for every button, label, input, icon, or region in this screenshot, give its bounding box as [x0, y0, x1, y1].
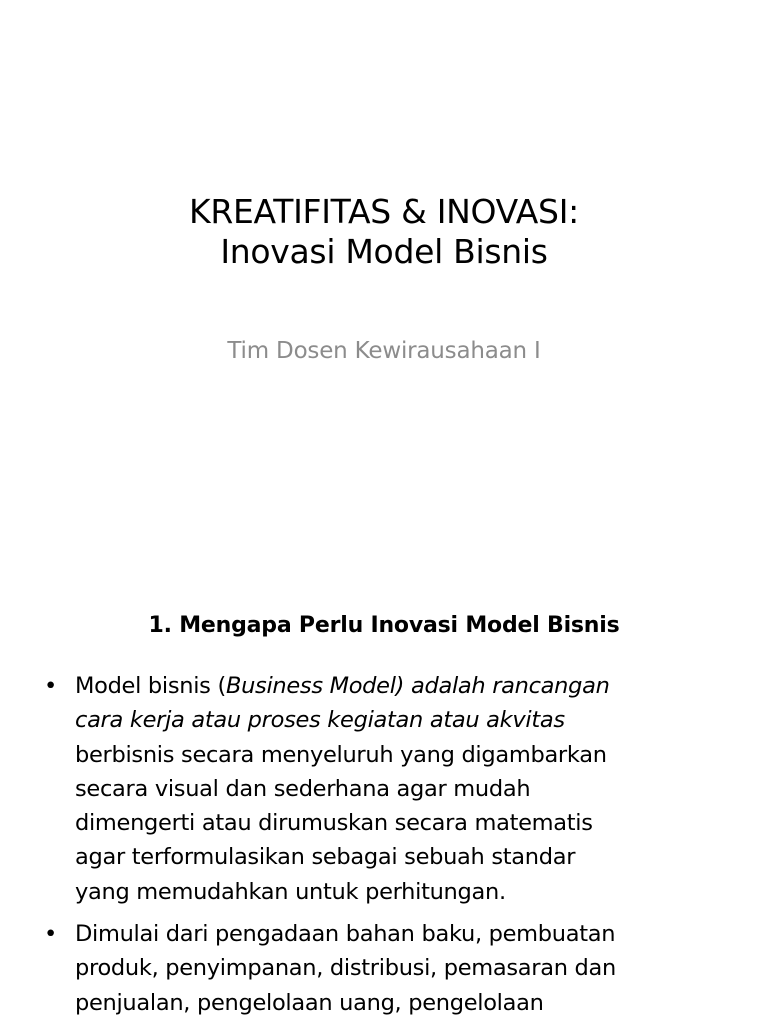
bullet-item-2 [44, 917, 744, 1020]
content-slide [0, 576, 768, 1024]
bullet-1-line-3: berbisnis secara menyeluruh yang digambarkan [75, 741, 607, 768]
bullet-1-line-1-normal: Model bisnis ( [75, 673, 226, 699]
bullet-list [44, 669, 744, 1024]
bullet-1-line-7: yang memudahkan untuk perhitungan. [75, 878, 506, 905]
slide-subtitle: Tim Dosen Kewirausahaan I [227, 338, 541, 364]
slide-title-line-2: Inovasi Model Bisnis [220, 232, 548, 271]
bullet-2-line-1: Dimulai dari pengadaan bahan baku, pembuatan [75, 921, 616, 948]
bullet-item-1 [44, 669, 744, 909]
slide-title-line-1: KREATIFITAS & INOVASI: [189, 192, 579, 231]
bullet-1-line-5: dimengerti atau dirumuskan secara matematis [75, 810, 593, 837]
bullet-2-line-3: penjualan, pengelolaan uang, pengelolaan [75, 989, 544, 1016]
bullet-1-line-2: cara kerja atau proses kegiatan atau akvitas [75, 707, 565, 734]
bullet-dot-icon: • [44, 921, 57, 948]
slide-title [0, 192, 768, 272]
bullet-1-line-1 [75, 669, 744, 703]
bullet-1-line-6: agar terformulasikan sebagai sebuah standar [75, 844, 576, 871]
bullet-2-line-2: produk, penyimpanan, distribusi, pemasaran dan [75, 955, 616, 982]
section-heading: 1. Mengapa Perlu Inovasi Model Bisnis [148, 613, 620, 638]
bullet-1-line-4: secara visual dan sederhana agar mudah [75, 775, 531, 802]
bullet-dot-icon: • [44, 673, 57, 699]
bullet-1-line-1-italic: Business Model) adalah rancangan [225, 673, 610, 699]
